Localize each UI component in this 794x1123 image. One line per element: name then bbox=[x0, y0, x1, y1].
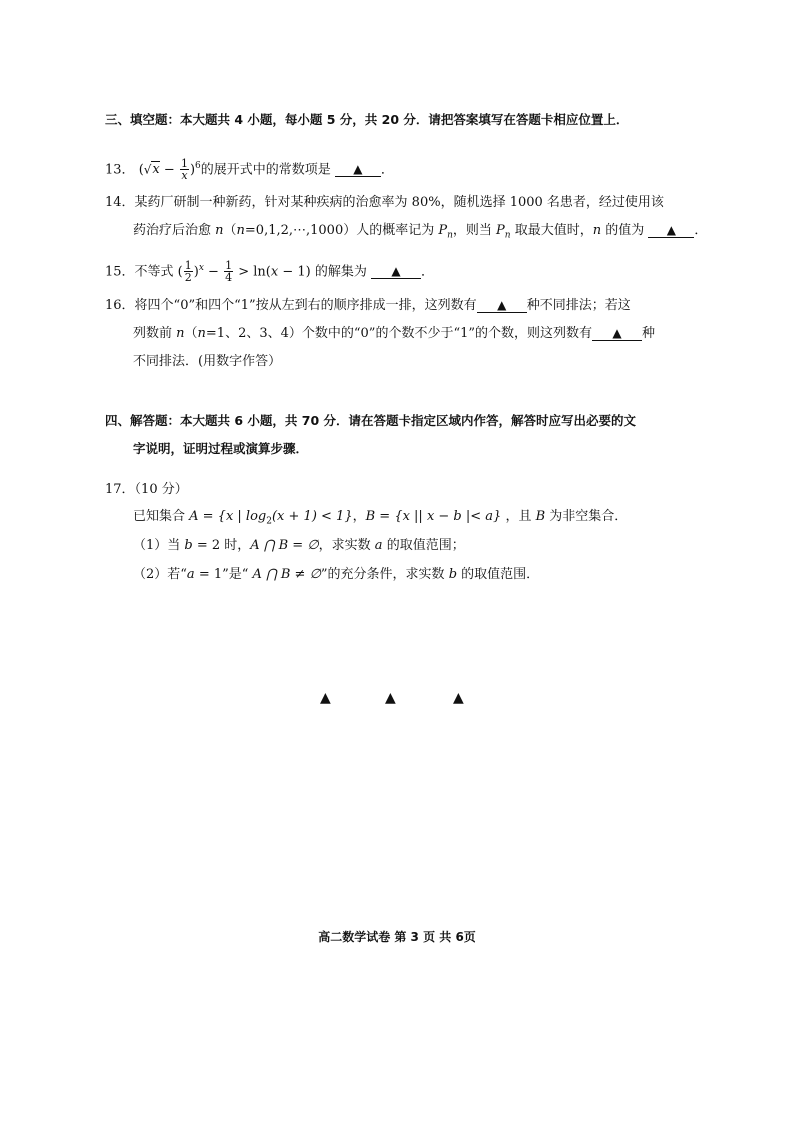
q17-text: 为非空集合． bbox=[545, 509, 628, 524]
q15-number: 15． bbox=[105, 264, 135, 280]
q17-var: a bbox=[374, 538, 383, 553]
q14-text: ，则当 bbox=[452, 223, 497, 238]
question-16-line2 bbox=[133, 325, 655, 343]
q17-text: ，且 bbox=[501, 509, 536, 524]
q17-text: 已知集合 bbox=[133, 509, 190, 524]
q17-text: ”的充分条件，求实数 bbox=[320, 567, 449, 582]
q17-text: （1）当 bbox=[133, 538, 185, 553]
q14-text: 药治疗后治愈 bbox=[133, 223, 216, 238]
q17-text: 的取值范围． bbox=[457, 567, 540, 582]
q17-expr: A ⋂ B = ∅ bbox=[250, 538, 319, 553]
question-16-line3: 不同排法．(用数字作答） bbox=[133, 354, 282, 369]
q14-number: 14． bbox=[105, 195, 135, 210]
section3-heading: 三、填空题：本大题共 4 小题，每小题 5 分，共 20 分．请把答案填写在答题卡相应位置上． bbox=[105, 112, 629, 127]
q14-sub-n: n bbox=[504, 230, 511, 241]
q14-text: （ bbox=[223, 223, 237, 238]
q15-exponent: x bbox=[198, 263, 204, 273]
q17-var: a bbox=[186, 567, 195, 582]
q17-set-b: B = {x || x − b |< a} bbox=[365, 509, 502, 524]
q17-text: （2）若“ bbox=[133, 567, 187, 582]
q15-fraction-quarter: $\frac{1}{4}$ bbox=[225, 259, 233, 285]
q14-var-n: n bbox=[236, 223, 245, 238]
q14-var-n: n bbox=[592, 223, 602, 238]
q13-end: ． bbox=[380, 162, 394, 178]
q15-text: − 1) 的解集为 bbox=[278, 264, 367, 280]
q15-var-x: x bbox=[270, 264, 279, 280]
q16-text: =1、2、3、4）个数中的“0”的个数不少于“1”的个数，则这列数有 bbox=[205, 326, 593, 341]
q13-pre: ( bbox=[138, 162, 144, 178]
q15-text: 不等式 ( bbox=[134, 264, 183, 280]
q16-text: 种不同排法；若这 bbox=[526, 298, 631, 313]
q14-text-line1: 某药厂研制一种新药，针对某种疾病的治愈率为 80%，随机选择 1000 名患者，经过使用该 bbox=[134, 195, 664, 210]
q14-answer-blank: ▲ bbox=[648, 222, 694, 238]
q13-text: 的展开式中的常数项是 bbox=[200, 162, 331, 178]
q14-sub-n: n bbox=[447, 230, 453, 241]
q14-var-p: P bbox=[438, 223, 448, 238]
answer-space-marks bbox=[0, 690, 794, 710]
q16-var-n: n bbox=[197, 326, 206, 341]
q14-text: 的值为 bbox=[601, 223, 645, 238]
q17-var-b-set: B bbox=[535, 509, 546, 524]
q17-set-a: A = {x | log bbox=[189, 509, 267, 524]
q14-text: 取最大值时， bbox=[510, 223, 593, 238]
q13-minus: − bbox=[159, 162, 179, 178]
q17-text: = 2 时， bbox=[192, 538, 251, 553]
q17-comma: ， bbox=[352, 509, 366, 524]
q13-answer-blank: ▲ bbox=[335, 161, 381, 177]
q17-text: 的取值范围； bbox=[382, 538, 465, 553]
q13-post: ) bbox=[189, 162, 196, 178]
question-17-part2 bbox=[133, 566, 539, 584]
q16-text: 列数前 bbox=[133, 326, 177, 341]
q13-fraction: $\frac{1}{x}$ bbox=[180, 157, 188, 183]
question-13: 13． (√x − $\frac{1}{x}$ )$^6$的展开式中的常数项是 ▲ ． bbox=[105, 157, 394, 183]
q14-var-p: P bbox=[496, 223, 505, 238]
q15-end: ． bbox=[420, 264, 434, 280]
q17-expr: A ⋂ B ≠ ∅ bbox=[252, 567, 321, 582]
q16-text: （ bbox=[184, 326, 198, 341]
question-17-part1 bbox=[133, 537, 465, 555]
q14-text: =0,1,2,⋯,1000）人的概率记为 bbox=[244, 223, 439, 238]
question-17-given bbox=[133, 508, 627, 531]
q16-text: 将四个“0”和四个“1”按从左到右的顺序排成一排，这列数有 bbox=[134, 298, 477, 313]
q17-text: = 1”是“ bbox=[194, 567, 253, 582]
q16-number: 16． bbox=[105, 298, 135, 313]
q15-answer-blank: ▲ bbox=[371, 263, 421, 279]
q13-sqrt-x: x bbox=[152, 162, 160, 178]
q17-log-base: 2 bbox=[266, 516, 272, 527]
q13-number: 13． bbox=[105, 162, 135, 178]
triangle-mark: ▲ bbox=[320, 690, 331, 706]
section4-heading-line2: 字说明，证明过程或演算步骤． bbox=[133, 441, 309, 456]
question-17-number: 17．（10 分） bbox=[105, 482, 188, 497]
q16-answer-blank-2: ▲ bbox=[592, 325, 642, 341]
q16-var-n: n bbox=[176, 326, 185, 341]
q15-minus: − bbox=[203, 264, 224, 280]
q16-text: 种 bbox=[642, 326, 656, 341]
section4-heading-line1: 四、解答题：本大题共 6 小题，共 70 分．请在答题卡指定区域内作答，解答时应写出必要的文 bbox=[105, 413, 637, 428]
q13-exponent: 6 bbox=[195, 161, 201, 171]
q17-var: b bbox=[184, 538, 193, 553]
question-14-line1 bbox=[105, 194, 664, 212]
q14-var-n: n bbox=[215, 223, 224, 238]
q14-end: ． bbox=[694, 223, 708, 238]
q15-text: > ln( bbox=[234, 264, 271, 280]
q15-fraction-half: $\frac{1}{2}$ bbox=[184, 259, 192, 285]
question-14-line2 bbox=[133, 222, 707, 245]
q17-var: b bbox=[448, 567, 458, 582]
q17-text: ，求实数 bbox=[318, 538, 375, 553]
triangle-mark: ▲ bbox=[453, 690, 464, 706]
page-footer: 高二数学试卷 第 3 页 共 6页 bbox=[318, 930, 476, 944]
q16-answer-blank-1: ▲ bbox=[477, 297, 527, 313]
question-15: 15．不等式 ( $\frac{1}{2}$ )$^x$ − $\frac{1}{4}$ > ln(x − 1) 的解集为 ▲ ． bbox=[105, 259, 434, 285]
q17-set-a-rest: (x + 1) < 1} bbox=[271, 509, 353, 524]
triangle-mark: ▲ bbox=[385, 690, 396, 706]
question-16-line1 bbox=[105, 297, 631, 315]
